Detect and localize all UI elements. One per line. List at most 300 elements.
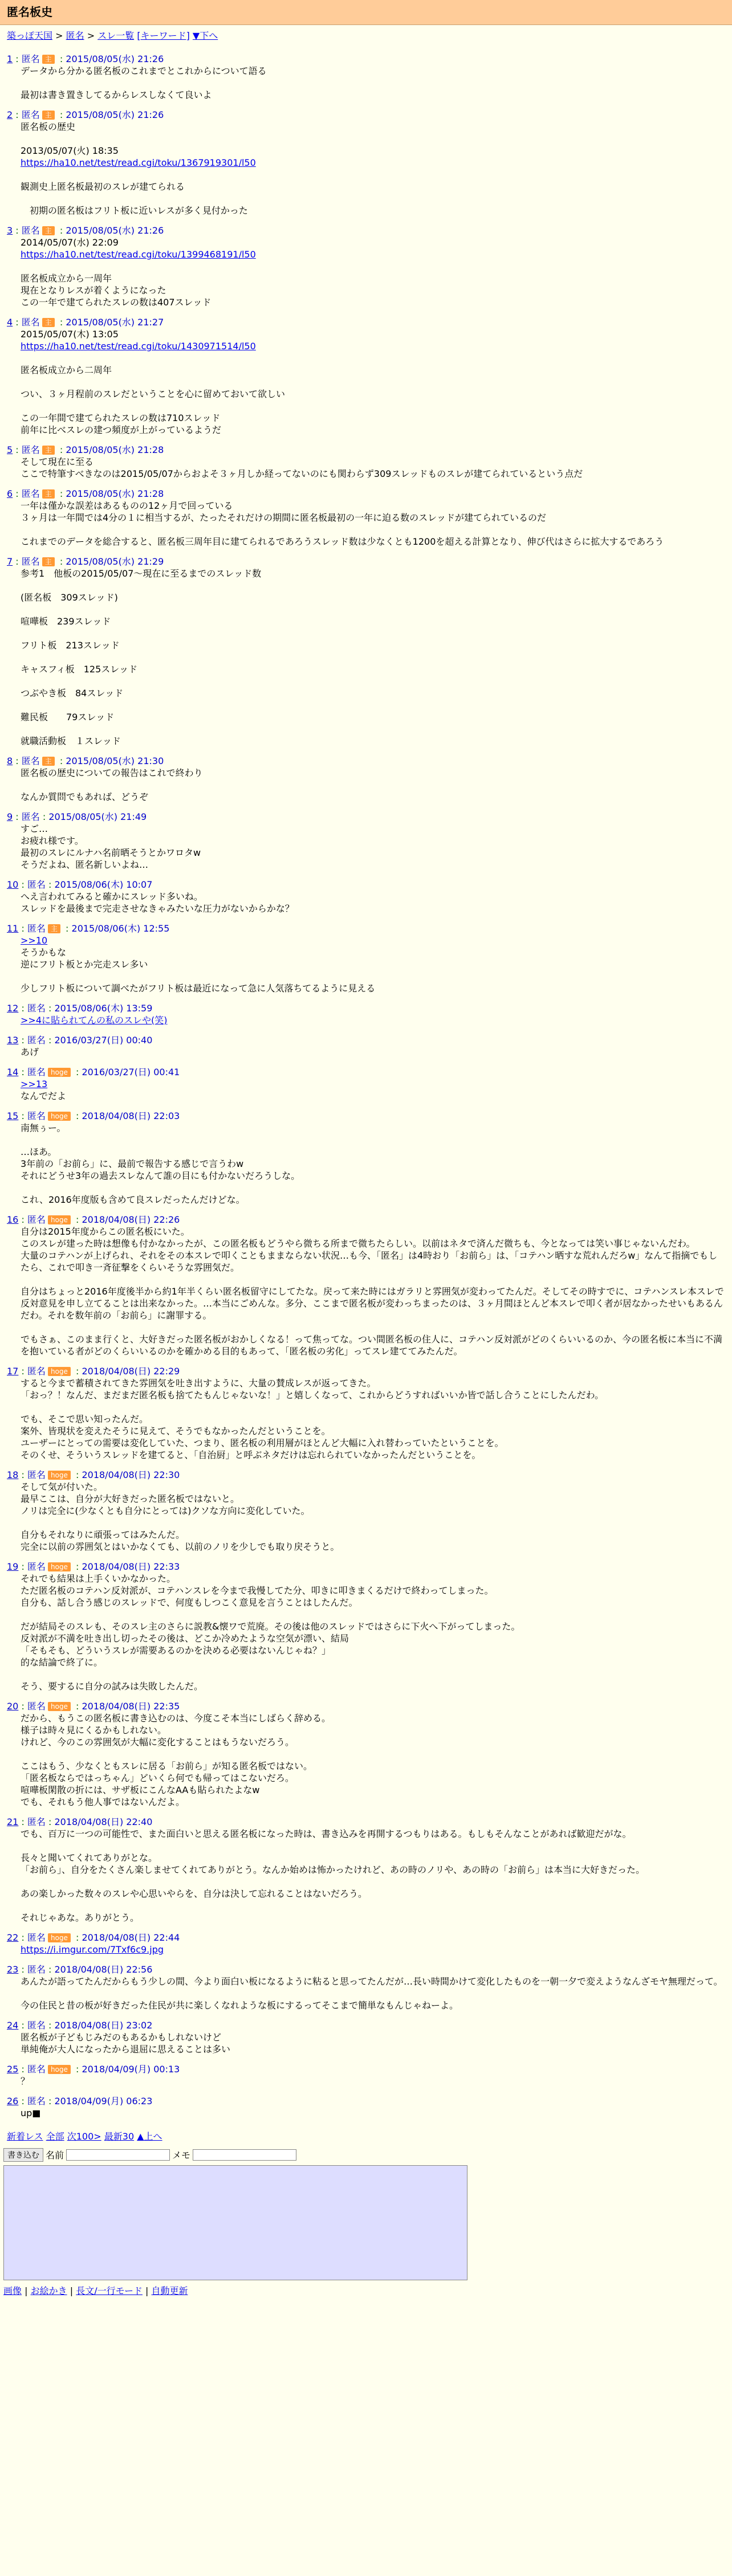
post-header: 18 : 匿名 hoge : 2018/04/08(日) 22:30 — [7, 1469, 180, 1480]
poster-name: 匿名 — [27, 1067, 46, 1077]
post-number-link[interactable]: 2 — [7, 109, 13, 120]
latest-30-link[interactable]: 最新30 — [104, 2131, 135, 2142]
post-line: なんか質問でもあれば、どうぞ — [21, 791, 149, 802]
post-line: つい、３ヶ月程前のスレだということを心に留めておいて欲しい — [21, 389, 286, 399]
post-line: 初期の匿名板はフリト板に近いレスが多く見付かった — [21, 205, 248, 216]
line-mode-link[interactable]: 長文/一行モード — [76, 2285, 143, 2296]
post-line: そう、要するに自分の試みは失敗したんだ。 — [21, 1681, 204, 1692]
post-date: 2016/03/27(日) 00:41 — [82, 1067, 180, 1077]
post-line: 「そもそも、どういうスレが需要あるのかを決める必要はないんじゃね？」 — [21, 1645, 331, 1656]
post-line: この一年で建てられたスレの数は407スレッド — [21, 297, 212, 308]
post-url-link[interactable]: https://ha10.net/test/read.cgi/toku/1430971514/l50 — [21, 341, 256, 352]
poster-badge: 主 — [42, 111, 55, 120]
poster-name: 匿名 — [21, 225, 40, 236]
poster-badge: hoge — [48, 1068, 71, 1077]
post-header: 21 : 匿名 : 2018/04/08(日) 22:40 — [7, 1816, 153, 1827]
poster-badge: hoge — [48, 1215, 71, 1224]
post-body — [7, 65, 725, 101]
post-line: 完全に以前の雰囲気とはいかなくても、以前のノリを少しでも取り戻そうと。 — [21, 1541, 340, 1552]
post-date: 2018/04/08(日) 23:02 — [54, 2020, 153, 2031]
post — [7, 1561, 725, 1692]
nav-keyword-link[interactable]: [キーワード] — [137, 30, 190, 41]
post-header: 2 : 匿名 主 : 2015/08/05(水) 21:26 — [7, 109, 164, 120]
post-line: 参考1 他板の2015/05/07〜現在に至るまでのスレッド数 — [21, 568, 262, 579]
nav-separator: > — [87, 30, 95, 41]
post-header: 14 : 匿名 hoge : 2016/03/27(日) 00:41 — [7, 1067, 180, 1077]
reply-anchor-link[interactable]: >>10 — [21, 935, 48, 946]
post — [7, 1034, 725, 1058]
blank-line — [21, 376, 725, 388]
post-body — [7, 1226, 725, 1357]
post-line: 喧嘩板閑散の折には、サザ板にこんなAAも貼られたよなw — [21, 1785, 260, 1795]
post-header: 10 : 匿名 : 2015/08/06(木) 10:07 — [7, 879, 153, 890]
post-line: あの楽しかった数々のスレや心思いやらを、自分は決して忘れることはないだろう。 — [21, 1888, 368, 1899]
post-line: ユーザーにとっての需要は変化していた、つまり、匿名板の利用層がほとんど大幅に入れ替わっていたということを。 — [21, 1438, 504, 1448]
post-body — [7, 500, 725, 548]
next-100-link[interactable]: 次100> — [67, 2131, 101, 2142]
post-number-link[interactable]: 13 — [7, 1035, 19, 1046]
post-line: スレッドを最後まで完走させなきゃみたいな圧力がないからかな？ — [21, 903, 294, 914]
poster-badge: 主 — [42, 446, 55, 455]
post-date: 2018/04/08(日) 22:40 — [54, 1816, 153, 1827]
post — [7, 444, 725, 480]
post-number-link[interactable]: 16 — [7, 1214, 19, 1225]
post-header: 19 : 匿名 hoge : 2018/04/08(日) 22:33 — [7, 1561, 180, 1572]
post-line: このスレが建った時は想像も付かなかったが、この匿名板もどうやら微ちる所まで微ちたらしい。以前はネタで済んだ微ちも、今となっては笑い事じゃないんだわ。 — [21, 1238, 696, 1249]
post-line: つぶやき板 84スレッド — [21, 688, 124, 699]
post — [7, 2095, 725, 2119]
post-date: 2018/04/08(日) 22:44 — [82, 1932, 180, 1943]
post-header: 11 : 匿名 主 : 2015/08/06(木) 12:55 — [7, 923, 170, 934]
blank-line — [21, 1609, 725, 1620]
post-number-link[interactable]: 18 — [7, 1469, 19, 1480]
blank-line — [21, 77, 725, 89]
blank-line — [21, 400, 725, 412]
post-line: すご… — [21, 823, 48, 834]
post-header: 23 : 匿名 : 2018/04/08(日) 22:56 — [7, 1964, 153, 1975]
post-line: 自分もそれなりに頑張ってはみたんだ。 — [21, 1529, 185, 1540]
poster-badge: 主 — [42, 55, 55, 64]
post — [7, 488, 725, 548]
post-url-link[interactable]: https://ha10.net/test/read.cgi/toku/1399468191/l50 — [21, 249, 256, 260]
post — [7, 1214, 725, 1357]
post-line: 南無ぅー。 — [21, 1122, 66, 1133]
post-url-link[interactable]: https://i.imgur.com/7Txf6c9.jpg — [21, 1944, 164, 1955]
blank-line — [21, 779, 725, 791]
post-line: 2013/05/07(火) 18:35 — [21, 145, 119, 156]
poster-name: 匿名 — [21, 488, 40, 499]
drawing-link[interactable]: お絵かき — [30, 2285, 67, 2296]
post-line: だが結局そのスレも、そのスレ主のさらに説教&懐ワで荒廃。その後は他のスレッドではさらに下火へ下がってしまった。 — [21, 1621, 520, 1632]
poster-name: 匿名 — [21, 811, 40, 822]
blank-line — [21, 1321, 725, 1333]
post-line: 3年前の「お前ら」に、最前で報告する感じで言うわw — [21, 1158, 244, 1169]
post-body — [7, 1573, 725, 1692]
post-line: 匿名板が子どもじみだのもあるかもしれないけど — [21, 2032, 222, 2043]
post-line: 難民板 79スレッド — [21, 712, 115, 722]
post-date: 2015/08/05(水) 21:26 — [66, 54, 164, 64]
post-line: でもさぁ、このまま行くと、大好きだった匿名板がおかしくなる！って焦ってな。つい間匿名板の住人に、コテハン反対派がどのくらいいるのか、今の匿名板に本当に不満を抱いている者がどのくらいいるのかを確かめる目的もあって、「匿名板の劣化」ってスレ建ててみたんだ。 — [21, 1334, 723, 1357]
blank-line — [21, 260, 725, 272]
post-line: これまでのデータを総合すると、匿名板三周年目に建てられるであろうスレッド数は少なくとも1200を超える計算となり、伸び代はさらに拡大するであろう — [21, 536, 664, 547]
thread-title: 匿名板史 — [7, 5, 52, 19]
poster-name: 匿名 — [27, 923, 46, 934]
post-date: 2015/08/05(水) 21:29 — [66, 556, 164, 567]
post-line: そして気が付いた。 — [21, 1481, 103, 1492]
blank-line — [21, 1876, 725, 1888]
post-line: 案外、皆現状を変えたそうに見えて、そうでもなかったんだということを。 — [21, 1426, 331, 1436]
post-line: データから分かる匿名板のこれまでとこれからについて語る — [21, 66, 267, 76]
poster-name: 匿名 — [27, 1003, 46, 1014]
post-date: 2018/04/08(日) 22:26 — [82, 1214, 180, 1225]
post-body — [7, 1712, 725, 1808]
post-line: 2015/05/07(木) 13:05 — [21, 329, 119, 340]
post-header: 20 : 匿名 hoge : 2018/04/08(日) 22:35 — [7, 1701, 180, 1712]
post-number-link[interactable]: 11 — [7, 923, 19, 934]
poster-name: 匿名 — [27, 1469, 46, 1480]
post-number-link[interactable]: 10 — [7, 879, 19, 890]
poster-badge: 主 — [42, 318, 55, 327]
post-header: 8 : 匿名 主 : 2015/08/05(水) 21:30 — [7, 756, 164, 766]
post-body — [7, 823, 725, 871]
post-body — [7, 934, 725, 994]
post-line: 「おっ？！なんだ、まだまだ匿名板も捨てたもんじゃないな！」と嬉しくなって、これからどうすればいいか皆で話し合うことにしたんだわ。 — [21, 1390, 604, 1401]
post-line: すると今まで蓄積されてきた雰囲気を吐き出すように、大量の賛成レスが返ってきた。 — [21, 1378, 376, 1389]
blank-line — [21, 579, 725, 591]
post-line: あんたが語ってたんだからもう少しの間、今より面白い板になるように粘ると思ってたんだが…長い時間かけて変化したものを一朝一夕で変えようなんざモヤ無理だって。 — [21, 1976, 723, 1987]
post-number-link[interactable]: 4 — [7, 317, 13, 328]
nav-board-link[interactable]: 匿名 — [66, 30, 84, 41]
post-date: 2018/04/08(日) 22:03 — [82, 1111, 180, 1121]
post-line: 今の住民と昔の板が好きだった住民が共に楽しくなれような板にするってそこまで簡単なもんじゃねーよ。 — [21, 2000, 459, 2011]
post-line: 少しフリト板について調べたがフリト板は最近になって急に人気落ちてるように見える — [21, 983, 376, 994]
post-line: 匿名板の歴史 — [21, 121, 76, 132]
post-number-link[interactable]: 19 — [7, 1561, 19, 1572]
post-body — [7, 1975, 725, 2011]
post-body — [7, 1481, 725, 1553]
post — [7, 316, 725, 436]
post — [7, 811, 725, 871]
nav-scroll-down-link[interactable]: ▼下へ — [192, 30, 218, 41]
poster-badge: hoge — [48, 1112, 71, 1121]
poster-badge: 主 — [48, 924, 60, 933]
blank-line — [21, 1900, 725, 1912]
blank-line — [21, 675, 725, 687]
poster-name: 匿名 — [27, 1561, 46, 1572]
post-line: キャスフィ板 125スレッド — [21, 664, 138, 675]
post — [7, 922, 725, 994]
poster-badge: hoge — [48, 1933, 71, 1942]
post-line: お疲れ様です。 — [21, 835, 84, 846]
poster-name: 匿名 — [27, 1035, 46, 1046]
image-link[interactable]: 画像 — [3, 2285, 22, 2296]
post-number-link[interactable]: 5 — [7, 444, 13, 455]
post-line: 前年に比べスレの建つ頻度が上がっているようだ — [21, 424, 222, 435]
post-body — [7, 328, 725, 436]
message-textarea[interactable] — [3, 2165, 467, 2280]
post — [7, 1365, 725, 1461]
post-number-link[interactable]: 12 — [7, 1003, 19, 1014]
post-date: 2015/08/06(木) 10:07 — [54, 879, 153, 890]
post-line: 現在となりレスが着くようになった — [21, 285, 166, 296]
post-body — [7, 1377, 725, 1461]
post-line: そして現在に至る — [21, 456, 94, 467]
submit-button[interactable]: 書き込む — [3, 2148, 43, 2162]
poster-badge: 主 — [42, 489, 55, 499]
link-separator: | — [145, 2285, 149, 2296]
blank-line — [21, 1182, 725, 1194]
post-line: でも、そこで思い知ったんだ。 — [21, 1414, 149, 1424]
post — [7, 1469, 725, 1553]
post-line: 大量のコテハンが上げられ、それをその本スレで叩くこともままならない状況…も今、「匿名」は4時おり「お前ら」は、「コテハン晒すな荒れんだろw」なんて指摘でもしたら、これで叩き一斉征撃をくらいそうな雰囲気だ。 — [21, 1250, 718, 1273]
poster-badge: hoge — [48, 1367, 71, 1376]
post-body — [7, 1944, 725, 1956]
post-line: 逆にフリト板とか完走スレ多い — [21, 959, 148, 970]
post-body — [7, 1046, 725, 1058]
post — [7, 556, 725, 747]
poster-name: 匿名 — [21, 109, 40, 120]
post-line: ３ヶ月は一年間では4分の１に相当するが、たったそれだけの期間に匿名板最初の一年に迫る数のスレッドが建てられているのだ — [21, 512, 547, 523]
poster-badge: hoge — [48, 1702, 71, 1711]
post-number-link[interactable]: 6 — [7, 488, 13, 499]
post-date: 2018/04/08(日) 22:30 — [82, 1469, 180, 1480]
post-date: 2015/08/05(水) 21:49 — [48, 811, 147, 822]
blank-line — [21, 1134, 725, 1146]
poster-name: 匿名 — [27, 1111, 46, 1121]
poster-name: 匿名 — [27, 879, 46, 890]
post-date: 2016/03/27(日) 00:40 — [54, 1035, 153, 1046]
post-line: 自分も、話し合う感じのスレッドで、何度もしつこく意見を言うことはしたんだ。 — [21, 1597, 358, 1608]
blank-line — [21, 723, 725, 735]
blank-line — [21, 169, 725, 181]
blank-line — [21, 699, 725, 711]
post-line: 就職活動板 １スレッド — [21, 736, 121, 746]
post-body — [7, 767, 725, 803]
post-line: up■ — [21, 2108, 41, 2118]
poster-name: 匿名 — [21, 444, 40, 455]
post-date: 2015/08/05(水) 21:26 — [66, 109, 164, 120]
post-date: 2018/04/09(月) 00:13 — [82, 2064, 180, 2075]
post-number-link[interactable]: 23 — [7, 1964, 19, 1975]
post-body — [7, 568, 725, 747]
post-body — [7, 121, 725, 217]
post-line: 観測史上匿名板最初のスレが建てられる — [21, 181, 185, 192]
reply-anchor-link[interactable]: >>4に貼られてんの私のスレや(笑) — [21, 1015, 168, 1026]
post-body — [7, 2107, 725, 2119]
post-line: 自分は2015年度からこの匿名板にいた。 — [21, 1226, 190, 1237]
post-header: 3 : 匿名 主 : 2015/08/05(水) 21:26 — [7, 225, 164, 236]
post-line: 匿名板成立から一周年 — [21, 273, 112, 284]
name-label: 名前 — [46, 2149, 64, 2161]
post-line: 長々と聞いてくれてありがとな。 — [21, 1852, 158, 1863]
post-line: それにどうせ3年の過去スレなんて誰の目にも付かないだろうしな。 — [21, 1170, 300, 1181]
post-line: 様子は時々見にくるかもしれない。 — [21, 1725, 167, 1736]
auto-refresh-link[interactable]: 自動更新 — [151, 2285, 188, 2296]
post-header: 4 : 匿名 主 : 2015/08/05(水) 21:27 — [7, 317, 164, 328]
post-number-link[interactable]: 20 — [7, 1701, 19, 1712]
post-line: これ、2016年度版も含めて良スレだったんだけどな。 — [21, 1194, 245, 1205]
poster-badge: 主 — [42, 557, 55, 566]
post-date: 2015/08/05(水) 21:30 — [66, 756, 164, 766]
post-header: 1 : 匿名 主 : 2015/08/05(水) 21:26 — [7, 54, 164, 64]
post-list — [0, 42, 732, 2119]
post-number-link[interactable]: 3 — [7, 225, 13, 236]
post-number-link[interactable]: 22 — [7, 1932, 19, 1943]
post-date: 2015/08/05(水) 21:26 — [66, 225, 164, 236]
post-number-link[interactable]: 26 — [7, 2096, 19, 2106]
blank-line — [21, 627, 725, 639]
post — [7, 1700, 725, 1808]
post-header: 5 : 匿名 主 : 2015/08/05(水) 21:28 — [7, 444, 164, 455]
post-url-link[interactable]: https://ha10.net/test/read.cgi/toku/1367919301/l50 — [21, 157, 256, 168]
blank-line — [21, 1401, 725, 1413]
post — [7, 224, 725, 308]
blank-line — [21, 603, 725, 615]
post-number-link[interactable]: 9 — [7, 811, 13, 822]
post-number-link[interactable]: 24 — [7, 2020, 19, 2031]
post-header: 7 : 匿名 主 : 2015/08/05(水) 21:29 — [7, 556, 164, 567]
post-line: へえ言われてみると確かにスレッド多いね。 — [21, 891, 203, 902]
nav-home-link[interactable]: 築っぽ天国 — [7, 30, 53, 41]
post — [7, 109, 725, 217]
post-line: けれど、今のこの雰囲気が大幅に変化することはもうないだろう。 — [21, 1737, 295, 1748]
post-body — [7, 1014, 725, 1026]
post — [7, 1002, 725, 1026]
blank-line — [21, 524, 725, 536]
post-number-link[interactable]: 14 — [7, 1067, 19, 1077]
post — [7, 1932, 725, 1956]
post-line: ここはもう、少なくともスレに居る「お前ら」が知る匿名板ではない。 — [21, 1761, 313, 1771]
post — [7, 53, 725, 101]
post-line: だから、もうこの匿名板に書き込むのは、今度こそ本当にしばらく辞める。 — [21, 1713, 331, 1724]
poster-name: 匿名 — [21, 54, 40, 64]
post-number-link[interactable]: 7 — [7, 556, 13, 567]
post-number-link[interactable]: 21 — [7, 1816, 19, 1827]
name-field[interactable] — [66, 2149, 170, 2161]
post-body — [7, 236, 725, 308]
post-line: ？ — [21, 2076, 30, 2087]
post-header: 13 : 匿名 : 2016/03/27(日) 00:40 — [7, 1035, 153, 1046]
post-line: この一年間で建てられたスレの数は710スレッド — [21, 413, 221, 423]
thread-title-bar — [0, 0, 732, 25]
post-line: そうだよね、匿名新しいよね… — [21, 859, 149, 870]
blank-line — [21, 1668, 725, 1680]
poster-name: 匿名 — [27, 1701, 46, 1712]
post-date: 2015/08/05(水) 21:27 — [66, 317, 164, 328]
post-number-link[interactable]: 8 — [7, 756, 13, 766]
post-header: 25 : 匿名 hoge : 2018/04/09(月) 00:13 — [7, 2064, 180, 2075]
post-body — [7, 1122, 725, 1206]
post-line: ノリは完全に(少なくとも自分にとっては)クソな方向に変化していた。 — [21, 1505, 310, 1516]
poster-name: 匿名 — [27, 1816, 46, 1827]
memo-label: メモ — [172, 2149, 191, 2161]
post-line: そのくせ、そういうスレッドを建てると、「自治厨」と呼ぶネタだけは忘れられていなかったんだということを。 — [21, 1450, 481, 1460]
post-header: 9 : 匿名 : 2015/08/05(水) 21:49 — [7, 811, 147, 822]
post-line: それでも結果は上手くいかなかった。 — [21, 1573, 176, 1584]
reply-anchor-link[interactable]: >>13 — [21, 1079, 48, 1089]
blank-line — [21, 193, 725, 205]
post-header: 17 : 匿名 hoge : 2018/04/08(日) 22:29 — [7, 1366, 180, 1377]
post-number-link[interactable]: 15 — [7, 1111, 19, 1121]
bottom-links — [0, 2280, 732, 2297]
post — [7, 1963, 725, 2011]
post-header: 22 : 匿名 hoge : 2018/04/08(日) 22:44 — [7, 1932, 180, 1943]
post-body — [7, 891, 725, 915]
post-line: 匿名板の歴史についての報告はこれで終わり — [21, 768, 203, 778]
nav-thread-list-link[interactable]: スレ一覧 — [97, 30, 135, 41]
post-line: それじゃあな。ありがとう。 — [21, 1912, 140, 1923]
post — [7, 879, 725, 915]
blank-line — [21, 1517, 725, 1529]
scroll-up-link[interactable]: ▲上へ — [137, 2131, 162, 2142]
post-line: ただ匿名板のコテハン反対派が、コテハンスレを今まで我慢してた分、叩きに叩きまくるだけで終わってしまった。 — [21, 1585, 494, 1596]
link-separator: | — [25, 2285, 28, 2296]
post-line: でも、百万に一つの可能性で、また面白いと思える匿名板になった時は、書き込みを再開するつもりはある。もしもそんなことがあれば歓迎だがな。 — [21, 1828, 632, 1839]
poster-name: 匿名 — [21, 756, 40, 766]
post-line: あげ — [21, 1047, 39, 1058]
post-line: そうかもな — [21, 947, 67, 958]
post-date: 2018/04/08(日) 22:56 — [54, 1964, 153, 1975]
poster-name: 匿名 — [27, 2020, 46, 2031]
post-line: 最早ここは、自分が大好きだった匿名板ではないと。 — [21, 1493, 240, 1504]
post-line: 「お前ら」、自分をたくさん楽しませてくれてありがとう。なんか始めは怖かったけれど、あの時のノリや、あの時の「お前ら」は本当に大好きだった。 — [21, 1864, 645, 1875]
poster-name: 匿名 — [27, 2096, 46, 2106]
poster-name: 匿名 — [27, 1366, 46, 1377]
post-date: 2015/08/06(木) 13:59 — [54, 1003, 153, 1014]
post-line: 自分はちょっと2016年度後半から約1年半くらい匿名板留守にしてたな。戻って来た時にはガラリと雰囲気が変わってたんだ。そしてその時すでに、コテハンスレ本スレで反対意見を申し立てることは出来なかった。…本当にごめんな。多分、ここまで匿名板が変わっちまったのは、３ヶ月間ほとんど本スレで叩く者が居なかったせいもあるんだわ。それを数年前の「お前ら」に謝罪する。 — [21, 1286, 724, 1321]
poster-badge: hoge — [48, 1562, 71, 1571]
post-header: 24 : 匿名 : 2018/04/08(日) 23:02 — [7, 2020, 153, 2031]
thread-footer-nav — [0, 2119, 732, 2142]
post-line: ここで特筆すべきなのは2015/05/07からおよそ３ヶ月しか経ってないのにも関わらず309スレッドものスレが建てられているという点だ — [21, 468, 583, 479]
post — [7, 1816, 725, 1924]
post — [7, 2063, 725, 2087]
post-number-link[interactable]: 25 — [7, 2064, 19, 2075]
nav-separator: > — [55, 30, 63, 41]
post-date: 2018/04/08(日) 22:29 — [82, 1366, 180, 1377]
post-number-link[interactable]: 1 — [7, 54, 13, 64]
post-line: 喧嘩板 239スレッド — [21, 616, 111, 627]
post-date: 2015/08/05(水) 21:28 — [66, 444, 164, 455]
post-body — [7, 1828, 725, 1924]
post-line: フリト板 213スレッド — [21, 640, 120, 651]
new-replies-link[interactable]: 新着レス — [7, 2131, 43, 2142]
link-separator: | — [70, 2285, 74, 2296]
post-body — [7, 456, 725, 480]
post-header: 6 : 匿名 主 : 2015/08/05(水) 21:28 — [7, 488, 164, 499]
post-line: 的な結論で終了に。 — [21, 1657, 103, 1668]
post-date: 2018/04/09(月) 06:23 — [54, 2096, 153, 2106]
post-line: 2014/05/07(水) 22:09 — [21, 237, 119, 248]
post-body — [7, 2075, 725, 2087]
poster-name: 匿名 — [21, 556, 40, 567]
all-posts-link[interactable]: 全部 — [46, 2131, 64, 2142]
post-line: 匿名板成立から二周年 — [21, 365, 112, 375]
post-header: 16 : 匿名 hoge : 2018/04/08(日) 22:26 — [7, 1214, 180, 1225]
memo-field[interactable] — [193, 2149, 296, 2161]
poster-badge: 主 — [42, 757, 55, 766]
post-line: 最初のスレにルナハ名前晒そうとかワロタw — [21, 847, 201, 858]
post-line: なんでだよ — [21, 1091, 67, 1101]
post-line: 反対派が不満を吐き出し切ったその後は、どこか冷めたような空気が漂い、結局 — [21, 1633, 349, 1644]
poster-name: 匿名 — [27, 1214, 46, 1225]
post-number-link[interactable]: 17 — [7, 1366, 19, 1377]
blank-line — [21, 1748, 725, 1760]
post-header: 26 : 匿名 : 2018/04/09(月) 06:23 — [7, 2096, 153, 2106]
post — [7, 755, 725, 803]
blank-line — [21, 651, 725, 663]
poster-badge: hoge — [48, 1471, 71, 1480]
